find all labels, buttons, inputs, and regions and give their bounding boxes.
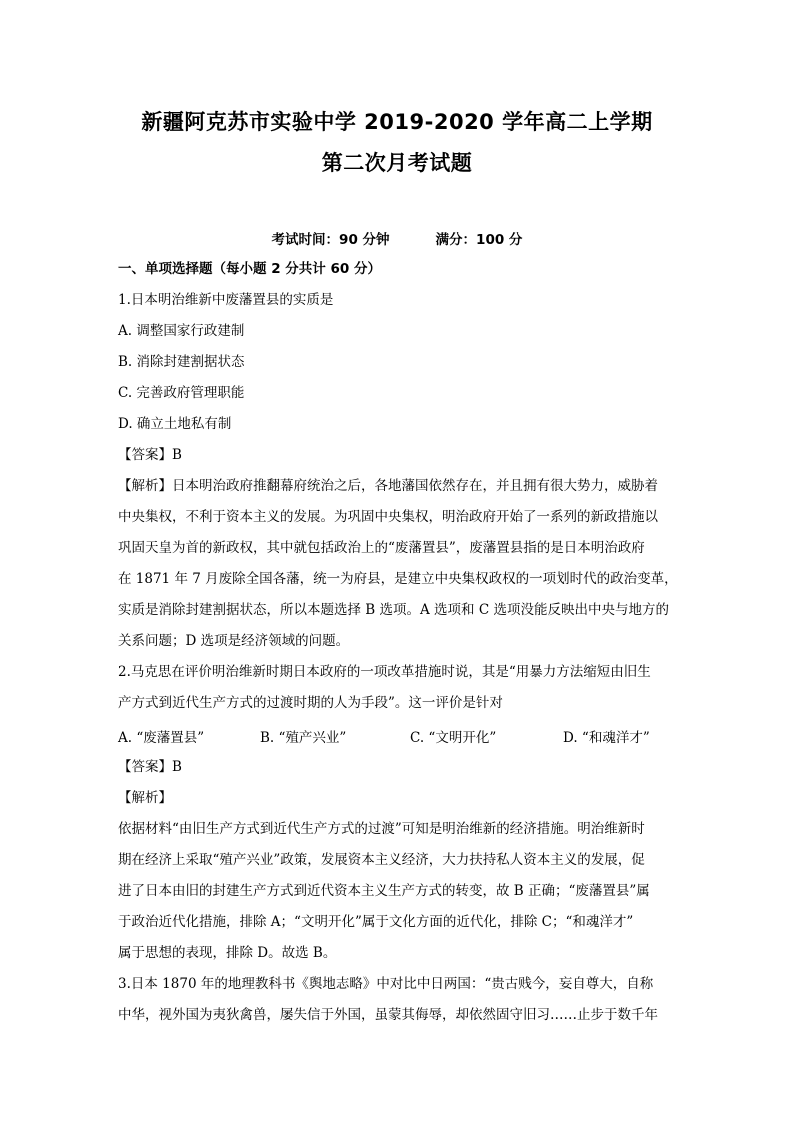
q1-option-b: B. 消除封建割据状态 — [118, 354, 245, 370]
q1-analysis-line: 关系问题；D 选项是经济领域的问题。 — [118, 633, 350, 649]
q2-option-b: B. “殖产兴业” — [260, 730, 347, 746]
q2-analysis-label: 【解析】 — [118, 790, 172, 806]
q3-stem-line: 3.日本 1870 年的地理教科书《舆地志略》中对比中日两国：“贵古贱今，妄自尊大，自称 — [118, 976, 654, 992]
exam-time: 考试时间：90 分钟 — [271, 232, 390, 248]
q2-option-d: D. “和魂洋才” — [563, 730, 650, 746]
q1-analysis-line: 中央集权，不利于资本主义的发展。为巩固中央集权，明治政府开始了一系列的新政措施以 — [118, 509, 658, 525]
q2-answer: 【答案】B — [118, 759, 182, 775]
q2-analysis-line: 依据材料“由旧生产方式到近代生产方式的过渡”可知是明治维新的经济措施。明治维新时 — [118, 821, 645, 837]
q2-option-a: A. “废藩置县” — [118, 730, 205, 746]
q3-stem-line: 中华，视外国为夷狄禽兽，屡失信于外国，虽蒙其侮辱，却依然固守旧习……止步于数千年 — [118, 1007, 658, 1023]
exam-title-line1: 新疆阿克苏市实验中学 2019-2020 学年高二上学期 — [141, 110, 653, 134]
exam-meta — [0, 228, 794, 248]
q1-option-d: D. 确立土地私有制 — [118, 416, 232, 432]
q1-option-c: C. 完善政府管理职能 — [118, 385, 245, 401]
q2-stem-line: 2.马克思在评价明治维新时期日本政府的一项改革措施时说，其是“用暴力方法缩短由旧生 — [118, 664, 651, 680]
section-heading: 一、单项选择题（每小题 2 分共计 60 分） — [118, 261, 381, 277]
q2-analysis-line: 进了日本由旧的封建生产方式到近代资本主义生产方式的转变，故 B 正确；“废藩置县”属 — [118, 883, 650, 899]
q1-analysis-line: 实质是消除封建割据状态，所以本题选择 B 选项。A 选项和 C 选项没能反映出中央与地方的 — [118, 602, 669, 618]
q2-stem-line: 产方式到近代生产方式的过渡时期的人为手段”。这一评价是针对 — [118, 695, 503, 711]
q1-stem: 1.日本明治维新中废藩置县的实质是 — [118, 292, 334, 308]
q2-analysis-line: 属于思想的表现，排除 D。故选 B。 — [118, 945, 337, 961]
q1-analysis-line: 【解析】日本明治政府推翻幕府统治之后，各地藩国依然存在，并且拥有很大势力，威胁着 — [118, 478, 658, 494]
q1-analysis-line: 在 1871 年 7 月废除全国各藩，统一为府县，是建立中央集权政权的一项划时代的政治变革， — [118, 571, 678, 587]
q2-analysis-line: 于政治近代化措施，排除 A；“文明开化”属于文化方面的近代化，排除 C；“和魂洋才” — [118, 914, 634, 930]
q2-analysis-line: 期在经济上采取“殖产兴业”政策，发展资本主义经济，大力扶持私人资本主义的发展，促 — [118, 852, 645, 868]
q1-analysis-line: 巩固天皇为首的新政权，其中就包括政治上的“废藩置县”，废藩置县指的是日本明治政府 — [118, 540, 645, 556]
q1-option-a: A. 调整国家行政建制 — [118, 323, 245, 339]
exam-full-score: 满分：100 分 — [435, 232, 523, 248]
exam-title-line2: 第二次月考试题 — [321, 151, 473, 175]
q1-answer: 【答案】B — [118, 447, 182, 463]
q2-option-c: C. “文明开化” — [410, 730, 497, 746]
